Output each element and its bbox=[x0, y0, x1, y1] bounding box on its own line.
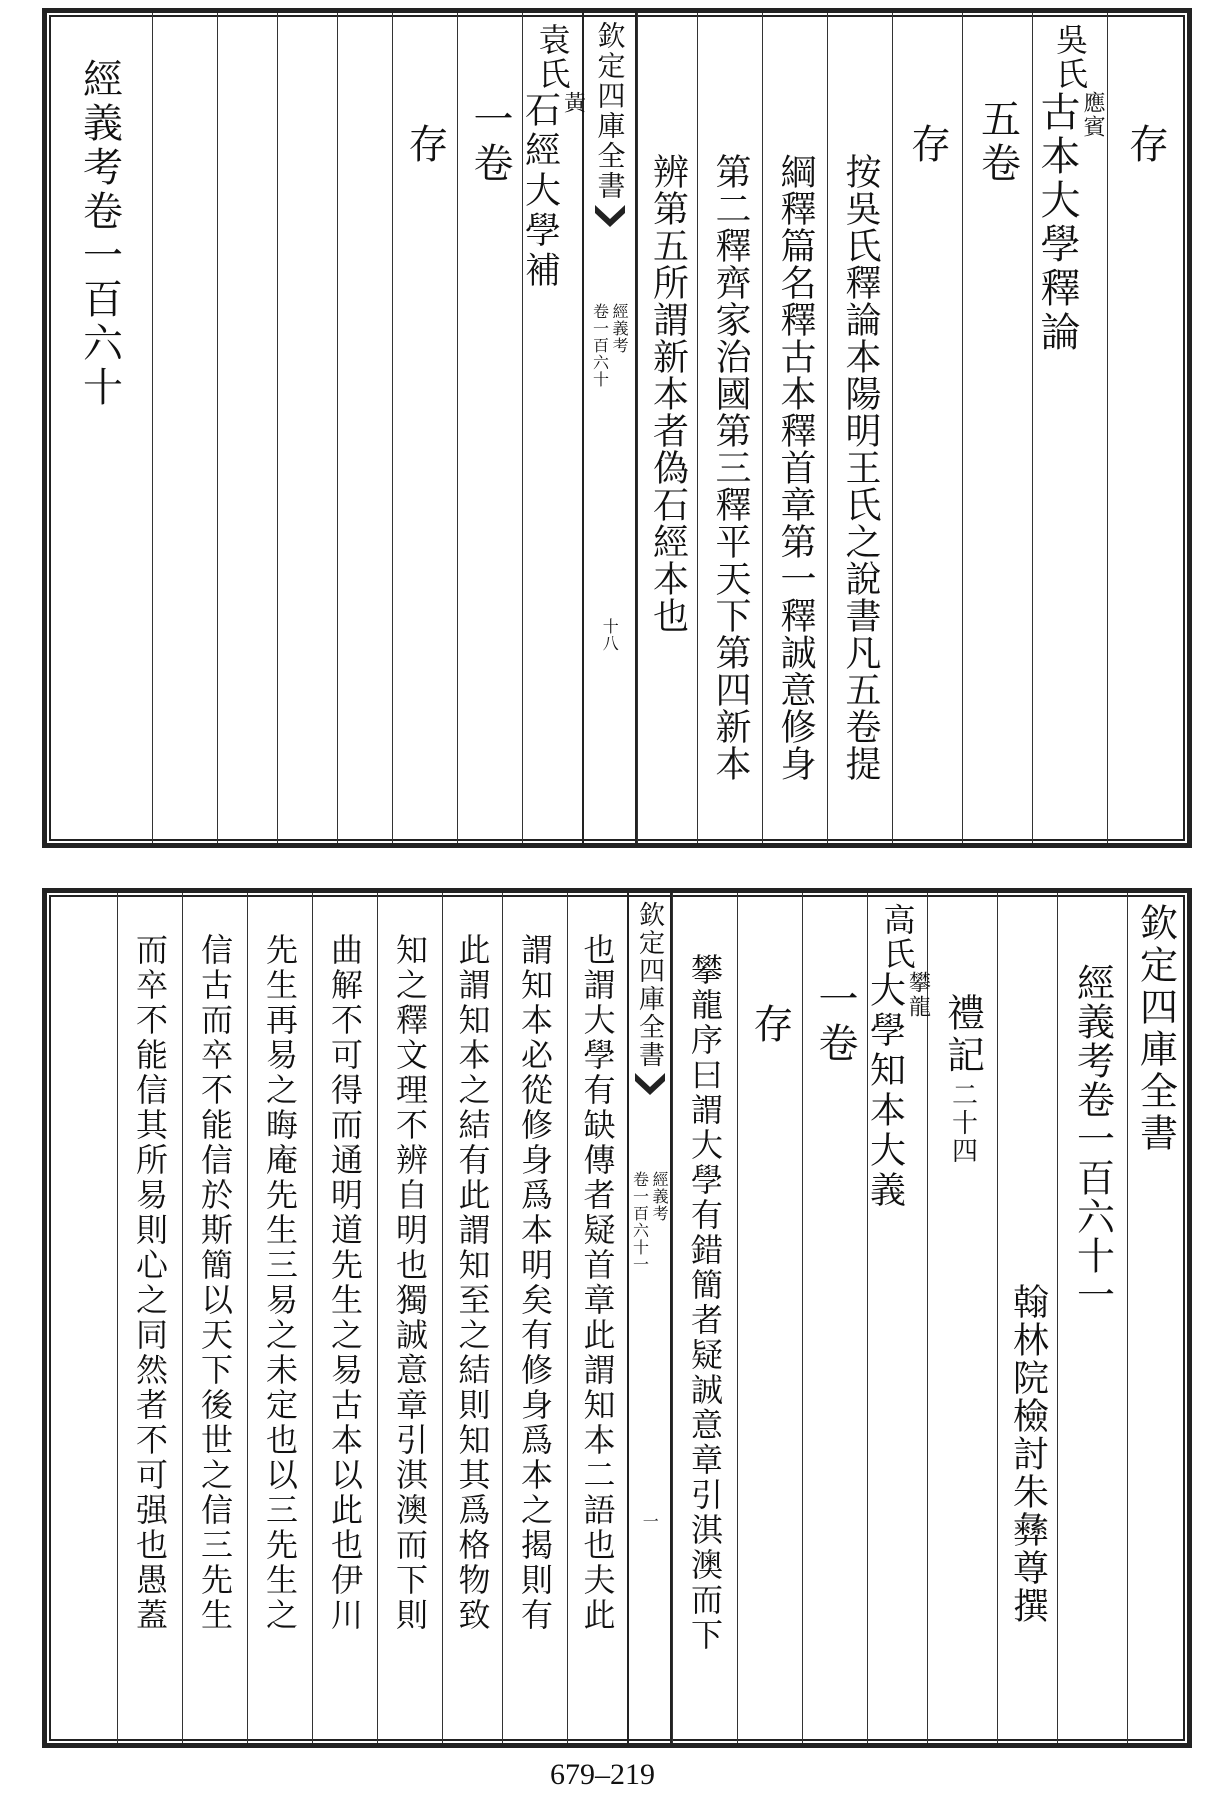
col-btext-6: 曲解不可得而通明道先生之易古本以此也伊川 bbox=[312, 893, 377, 1743]
fish-tail-icon bbox=[595, 205, 625, 239]
col-btext-8: 信古而卒不能信於斯簡以天下後世之信三先生 bbox=[182, 893, 247, 1743]
page-number: 679–219 bbox=[550, 1758, 655, 1791]
bottom-page bbox=[42, 888, 1192, 1748]
col-cun-3: 存 bbox=[392, 13, 457, 843]
col-liji: 禮記 二十四 bbox=[927, 893, 997, 1743]
col-yijuan: 一卷 bbox=[457, 13, 522, 843]
col-empty-b bbox=[47, 893, 117, 1743]
col-wujuan: 五卷 bbox=[962, 13, 1032, 843]
col-btext-2: 也謂大學有缺傳者疑首章此謂知本二語也夫此 bbox=[567, 893, 627, 1743]
col-empty-2 bbox=[277, 13, 337, 843]
col-btext-4: 此謂知本之結有此謂知至之結則知其爲格物致 bbox=[442, 893, 502, 1743]
col-yuanshi: 袁氏 黃 石經大學補 bbox=[522, 13, 582, 843]
col-cun-1: 存 bbox=[1107, 13, 1183, 843]
col-text-1: 按吳氏釋論本陽明王氏之說書凡五卷提 bbox=[827, 13, 892, 843]
col-text-3: 第二釋齊家治國第三釋平天下第四新本 bbox=[697, 13, 762, 843]
col-text-2: 綱釋篇名釋古本釋首章第一釋誠意修身 bbox=[762, 13, 827, 843]
col-juan-title: 經義考卷一百六十一 bbox=[1057, 893, 1127, 1743]
fold-column-bottom: 欽定四庫全書 經義考 卷一百六十一 一 bbox=[627, 893, 672, 1743]
col-btext-3: 謂知本必從修身爲本明矣有修身爲本之揭則有 bbox=[502, 893, 567, 1743]
col-btext-7: 先生再易之晦庵先生三易之未定也以三先生之 bbox=[247, 893, 312, 1743]
col-empty-1 bbox=[337, 13, 392, 843]
col-text-4: 辨第五所謂新本者偽石經本也 bbox=[637, 13, 697, 843]
col-empty-4 bbox=[152, 13, 217, 843]
col-cun-2: 存 bbox=[892, 13, 962, 843]
col-btext-9: 而卒不能信其所易則心之同然者不可强也愚蓋 bbox=[117, 893, 182, 1743]
fish-tail-icon bbox=[635, 1073, 665, 1107]
col-wushi-title: 吳氏 應賓 古本大學釋論 bbox=[1032, 13, 1107, 843]
col-author: 翰林院檢討朱彝尊撰 bbox=[997, 893, 1057, 1743]
margin-title-top: 經義考卷一百六十 bbox=[76, 58, 123, 410]
col-yijuan-b: 一卷 bbox=[802, 893, 867, 1743]
col-empty-3 bbox=[217, 13, 277, 843]
top-page bbox=[42, 8, 1192, 848]
fold-column-top: 欽定四庫全書 經義考 卷一百六十 十八 bbox=[582, 13, 637, 843]
col-cun-b: 存 bbox=[737, 893, 802, 1743]
col-gaoshi: 高氏 攀龍 大學知本大義 bbox=[867, 893, 927, 1743]
col-btext-5: 知之釋文理不辨自明也獨誠意章引淇澳而下則 bbox=[377, 893, 442, 1743]
col-header: 欽定四庫全書 bbox=[1127, 893, 1183, 1743]
col-btext-1: 攀龍序曰謂大學有錯簡者疑誠意章引淇澳而下 bbox=[672, 893, 737, 1743]
